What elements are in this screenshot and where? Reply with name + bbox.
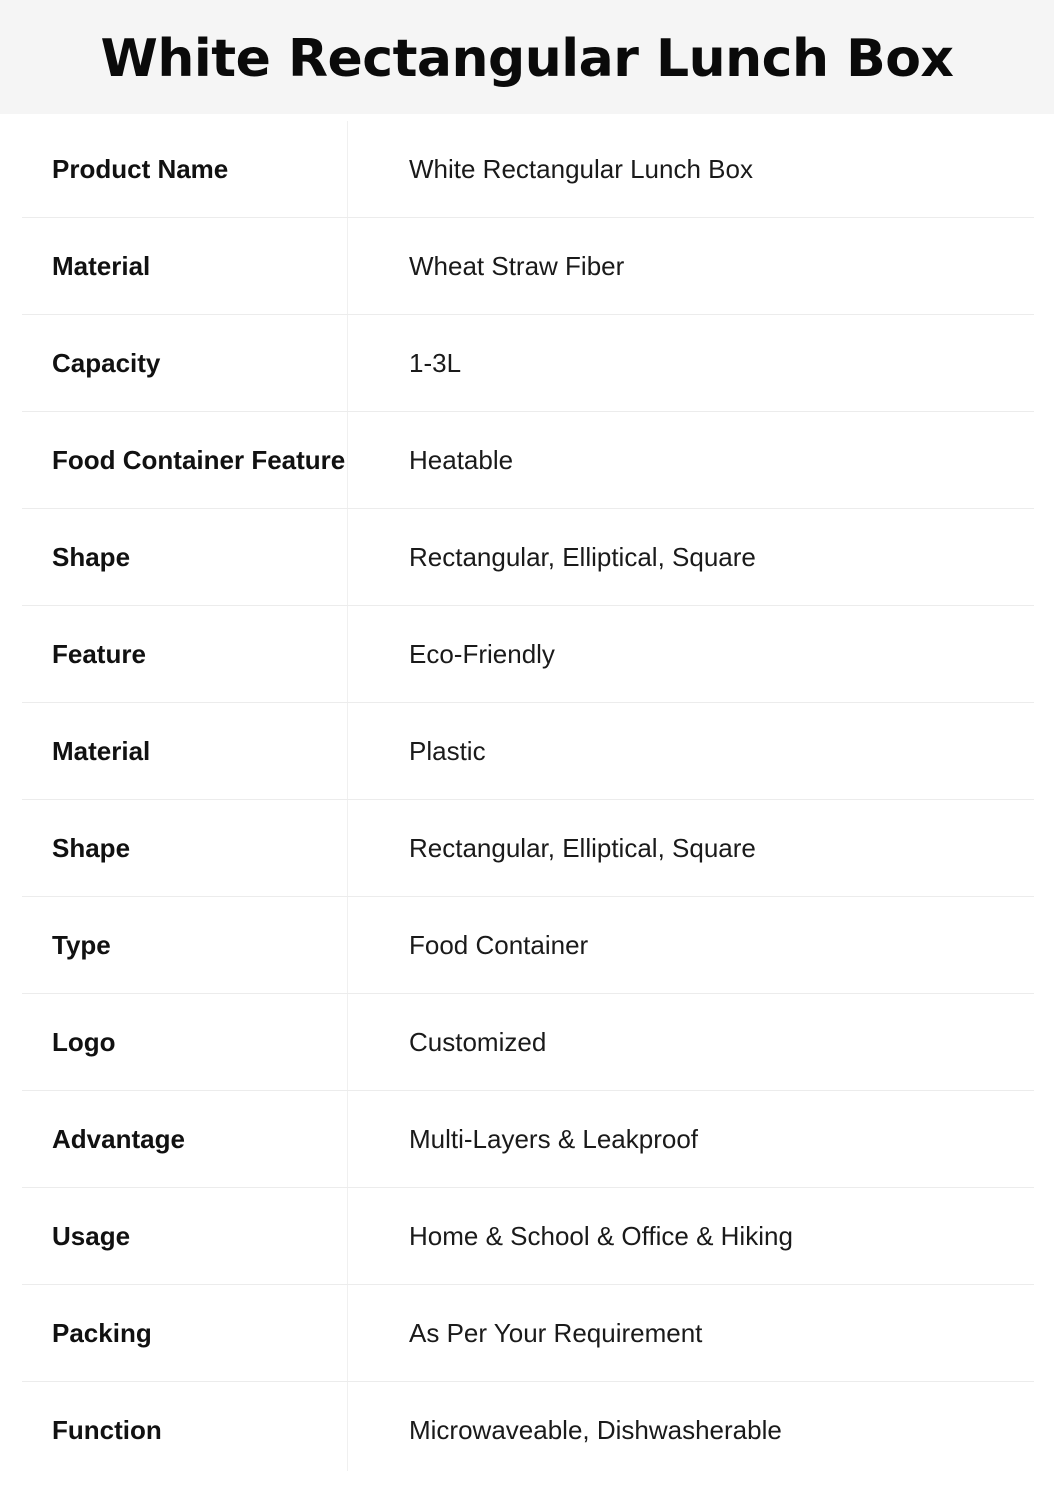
row-label: Shape: [52, 832, 131, 863]
table-row: [22, 1285, 1034, 1382]
row-value: Wheat Straw Fiber: [409, 250, 625, 281]
table-row: [22, 606, 1034, 703]
row-value: Heatable: [409, 444, 514, 475]
table-row: [22, 315, 1034, 412]
table-row: [22, 1188, 1034, 1285]
page-title: White Rectangular Lunch Box: [100, 29, 954, 89]
row-value: Food Container: [409, 929, 589, 960]
row-label: Product Name: [52, 153, 229, 184]
row-label: Logo: [52, 1026, 116, 1057]
row-value: Rectangular, Elliptical, Square: [409, 541, 756, 572]
row-value: Customized: [409, 1026, 547, 1057]
row-label: Capacity: [52, 347, 161, 378]
header-bar: [0, 0, 1054, 114]
table-row: [22, 897, 1034, 994]
row-label: Material: [52, 250, 151, 281]
table-row: [22, 218, 1034, 315]
table-row: [22, 121, 1034, 218]
row-label: Type: [52, 929, 111, 960]
row-label: Shape: [52, 541, 131, 572]
row-label: Packing: [52, 1317, 152, 1348]
row-value: White Rectangular Lunch Box: [409, 153, 753, 184]
table-row: [22, 509, 1034, 606]
spec-table: [22, 121, 1034, 1479]
row-label: Usage: [52, 1220, 131, 1251]
table-row: [22, 1091, 1034, 1188]
row-value: Microwaveable, Dishwasherable: [409, 1415, 782, 1445]
table-row: [22, 1382, 1034, 1479]
row-label: Feature: [52, 638, 146, 669]
row-value: Plastic: [409, 735, 486, 766]
row-value: As Per Your Requirement: [409, 1317, 703, 1348]
row-value: Multi-Layers & Leakproof: [409, 1123, 699, 1154]
row-value: Eco-Friendly: [409, 638, 555, 669]
table-row: [22, 994, 1034, 1091]
table-row: [22, 703, 1034, 800]
row-label: Material: [52, 735, 151, 766]
row-value: 1-3L: [409, 347, 462, 378]
row-value: Rectangular, Elliptical, Square: [409, 832, 756, 863]
row-label: Advantage: [52, 1123, 185, 1154]
table-row: [22, 800, 1034, 897]
row-label: Function: [52, 1415, 162, 1445]
row-value: Home & School & Office & Hiking: [409, 1220, 793, 1251]
row-label: Food Container Feature: [52, 444, 346, 475]
table-row: [22, 412, 1034, 509]
